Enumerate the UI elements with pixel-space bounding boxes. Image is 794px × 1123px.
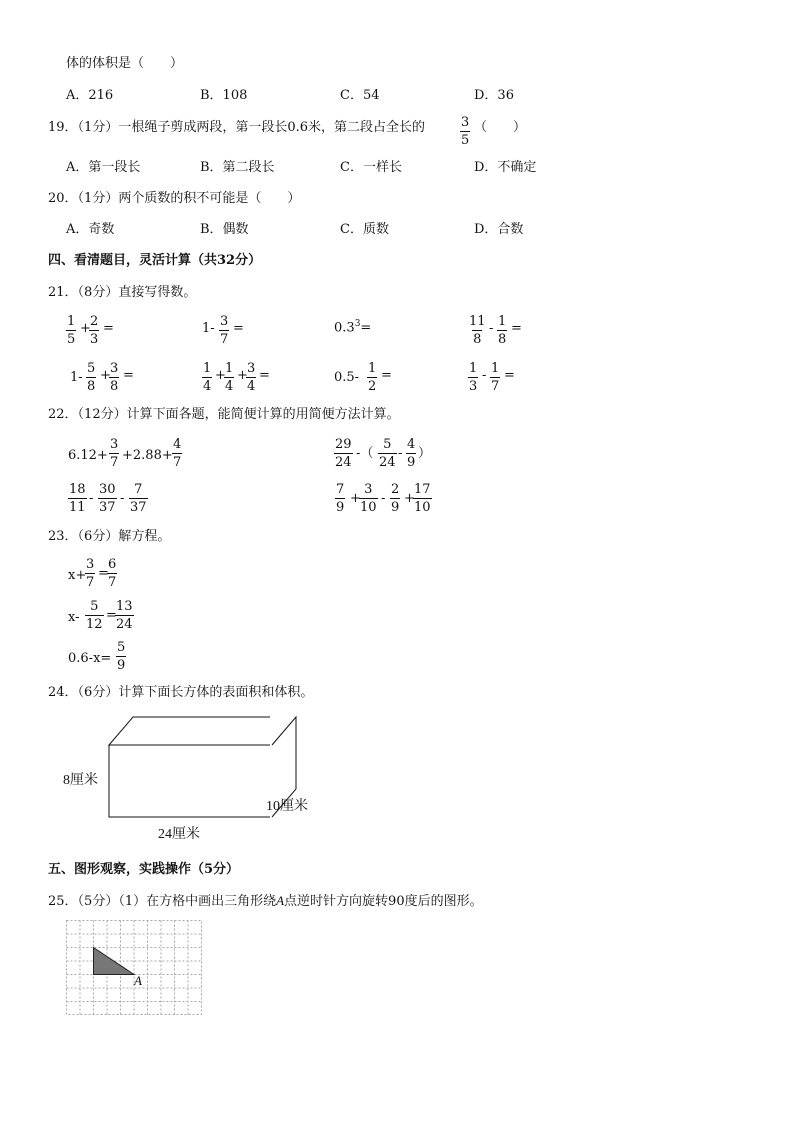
q19-option-b: B．第二段长 [200, 160, 275, 175]
q24-stem: 24．（6分）计算下面长方体的表面积和体积。 [48, 685, 314, 700]
q18-stem-tail: 体的体积是（ ） [66, 56, 184, 71]
q20-option-c: C．质数 [340, 222, 389, 237]
q22c-operator-1: - [89, 491, 94, 506]
q23b-fraction-2: $\frac{13}{24}$ [116, 599, 133, 632]
cuboid-height-label: 8厘米 [63, 773, 98, 788]
q22a-lead: 6.12+ [68, 448, 108, 463]
q23a-equals: = [98, 566, 109, 581]
q22b-fraction-3: $\frac{4}{9}$ [407, 437, 416, 470]
q22b-middle: -（ [356, 446, 374, 461]
q21e-equals: = [123, 368, 134, 383]
q20-stem: 20．（1分）两个质数的积不可能是（ ） [48, 191, 301, 206]
q22a-fraction-2: $\frac{4}{7}$ [173, 437, 182, 470]
q21a-fraction-2: $\frac{2}{3}$ [90, 314, 99, 347]
q21a-equals: = [103, 321, 114, 336]
q20-option-d: D．合数 [474, 222, 524, 237]
q21h-equals: = [504, 368, 515, 383]
q21f-fraction-3: $\frac{3}{4}$ [247, 361, 256, 394]
q19-fraction: $\frac{3}{5}$ [461, 115, 470, 148]
q23c-fraction: $\frac{5}{9}$ [117, 640, 126, 673]
q23a-fraction-1: $\frac{3}{7}$ [86, 557, 95, 590]
section-5-heading: 五、图形观察，实践操作（5分） [48, 862, 240, 877]
q21d-fraction-2: $\frac{1}{8}$ [498, 314, 507, 347]
q18-option-b: B．108 [200, 88, 248, 103]
q22d-fraction-1: $\frac{7}{9}$ [336, 482, 345, 515]
q21h-fraction-2: $\frac{1}{7}$ [491, 361, 500, 394]
q21f-equals: = [259, 368, 270, 383]
q21d-fraction-1: $\frac{11}{8}$ [469, 314, 486, 347]
q21e-fraction-2: $\frac{3}{8}$ [110, 361, 119, 394]
q22c-fraction-2: $\frac{30}{37}$ [99, 482, 116, 515]
q23-stem: 23．（6分）解方程。 [48, 529, 171, 544]
q21e-lead: 1- [70, 370, 83, 385]
q19-option-a: A．第一段长 [66, 160, 141, 175]
q19-blank: （ ） [474, 120, 527, 135]
q23b-lead: x- [68, 610, 80, 625]
q22b-tail: ） [418, 446, 432, 461]
q22a-fraction-1: $\frac{3}{7}$ [110, 437, 119, 470]
q21e-operator: + [100, 368, 111, 383]
q21g-equals: = [381, 368, 392, 383]
q20-option-a: A．奇数 [66, 222, 115, 237]
q19-option-c: C．一样长 [340, 160, 402, 175]
q22a-middle: +2.88+ [122, 448, 173, 463]
q22d-fraction-2: $\frac{3}{10}$ [360, 482, 377, 515]
q21c-expression: $0.3^3=$ [334, 319, 372, 336]
q25-stem: 25．（5分）（1）在方格中画出三角形绕A点逆时针方向旋转90度后的图形。 [48, 893, 483, 909]
q18-option-c: C．54 [340, 88, 380, 103]
q21h-operator: - [482, 368, 487, 383]
q21f-operator-2: + [237, 368, 248, 383]
cuboid-length-label: 24厘米 [158, 827, 200, 842]
cuboid-depth-label: 10厘米 [266, 799, 308, 814]
q19-option-d: D．不确定 [474, 160, 537, 175]
q22c-operator-2: - [120, 491, 125, 506]
q21h-fraction-1: $\frac{1}{3}$ [469, 361, 478, 394]
q21g-fraction: $\frac{1}{2}$ [368, 361, 377, 394]
q22d-operator-2: - [381, 491, 386, 506]
q22d-operator-1: + [350, 491, 361, 506]
q22b-operator: - [398, 446, 403, 461]
q22b-fraction-1: $\frac{29}{24}$ [335, 437, 352, 470]
q21d-equals: = [511, 321, 522, 336]
q21a-fraction-1: $\frac{1}{5}$ [67, 314, 76, 347]
q21b-lead: 1- [202, 321, 215, 336]
q22b-fraction-2: $\frac{5}{24}$ [379, 437, 396, 470]
q18-option-a: A．216 [66, 88, 114, 103]
q22d-fraction-4: $\frac{17}{10}$ [414, 482, 431, 515]
q21d-operator: - [489, 321, 494, 336]
q21-stem: 21．（8分）直接写得数。 [48, 285, 197, 300]
q23b-equals: = [106, 608, 117, 623]
q22d-fraction-3: $\frac{2}{9}$ [391, 482, 400, 515]
q21b-fraction: $\frac{3}{7}$ [220, 314, 229, 347]
q21f-operator-1: + [215, 368, 226, 383]
q21g-lead: 0.5- [334, 370, 360, 385]
q23c-lead: 0.6-x= [68, 651, 112, 666]
q25-point-label: A [134, 973, 142, 988]
q22d-operator-3: + [404, 491, 415, 506]
q21a-operator: + [80, 321, 91, 336]
q18-option-d: D．36 [474, 88, 514, 103]
q21f-fraction-1: $\frac{1}{4}$ [203, 361, 212, 394]
section-4-heading: 四、看清题目，灵活计算（共32分） [48, 253, 262, 268]
q22c-fraction-1: $\frac{18}{11}$ [69, 482, 86, 515]
q21b-equals: = [233, 321, 244, 336]
q23a-fraction-2: $\frac{6}{7}$ [108, 557, 117, 590]
q21e-fraction-1: $\frac{5}{8}$ [87, 361, 96, 394]
q21f-fraction-2: $\frac{1}{4}$ [225, 361, 234, 394]
q25-grid [66, 920, 204, 1017]
q22c-fraction-3: $\frac{7}{37}$ [130, 482, 147, 515]
q19-stem: 19．（1分）一根绳子剪成两段，第一段长0.6米，第二段占全长的 [48, 120, 425, 135]
q23a-lead: x+ [68, 568, 87, 583]
q22-stem: 22．（12分）计算下面各题，能简便计算的用简便方法计算。 [48, 407, 400, 422]
q20-option-b: B．偶数 [200, 222, 249, 237]
q23b-fraction-1: $\frac{5}{12}$ [86, 599, 103, 632]
